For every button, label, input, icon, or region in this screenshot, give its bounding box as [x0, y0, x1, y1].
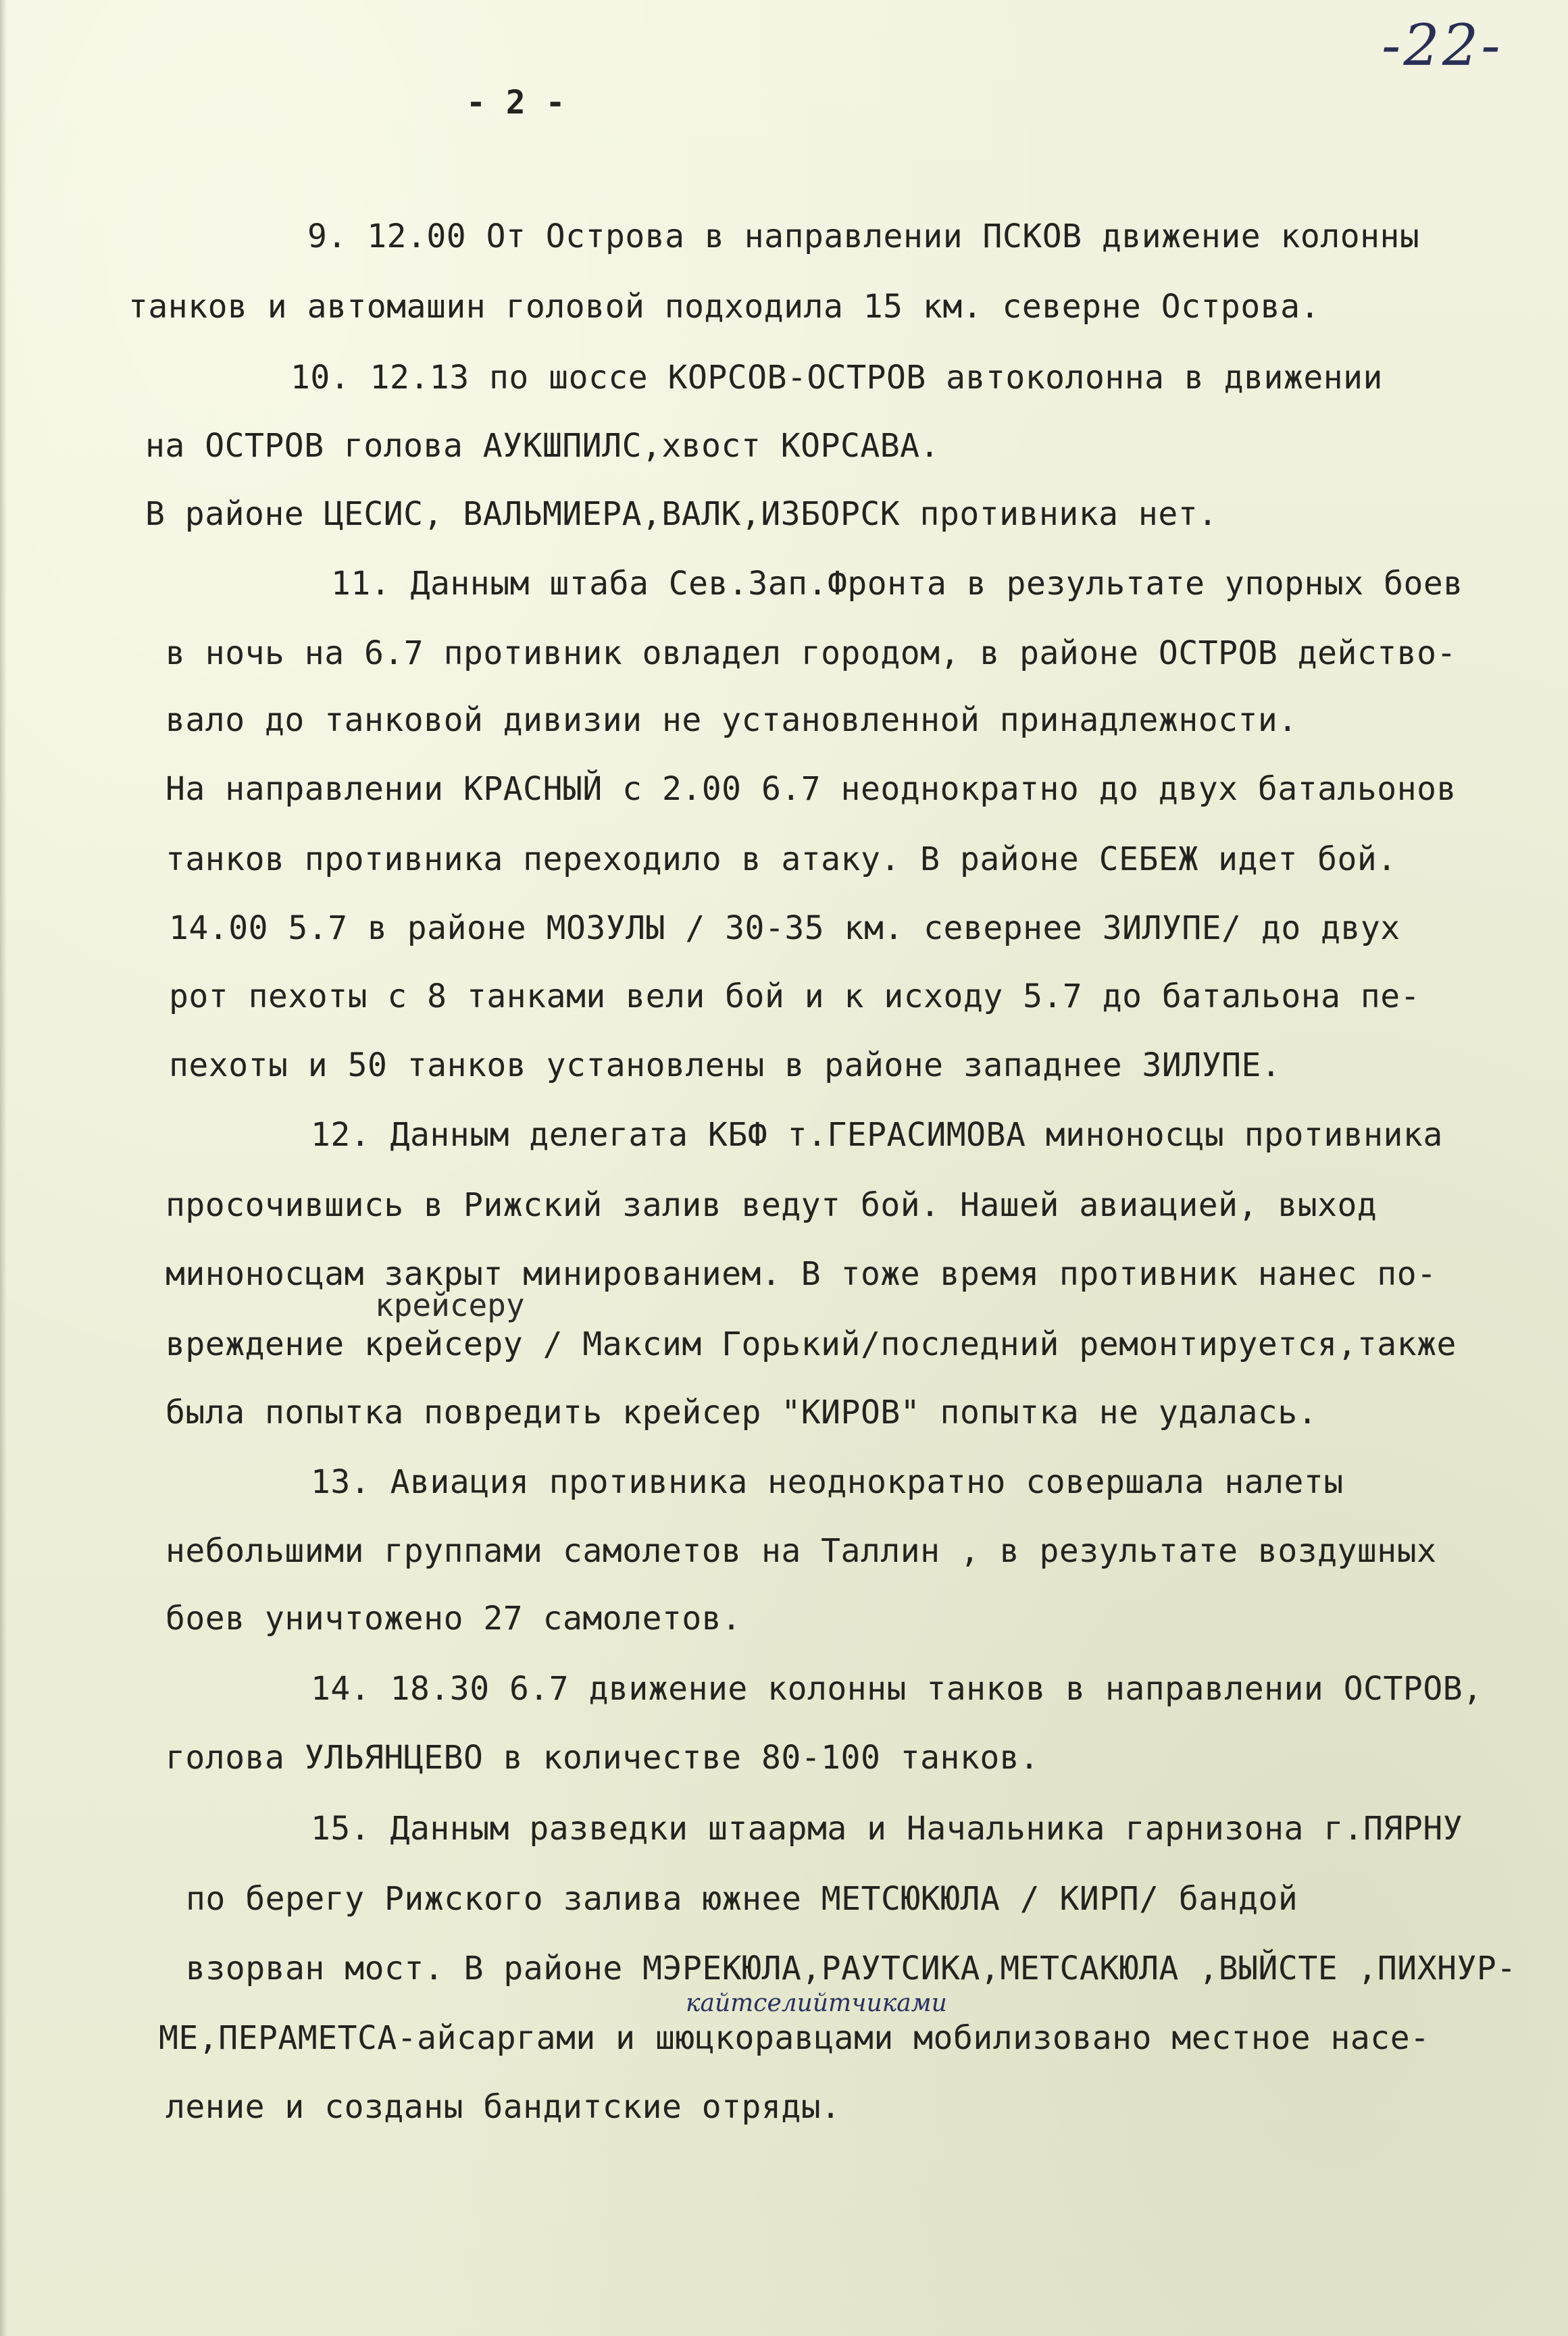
- text-line: вало до танковой дивизии не установленной принадлежности.: [166, 701, 1298, 739]
- text-line: взорван мост. В районе МЭРЕКЮЛА,РАУТСИКА,МЕТСАКЮЛА ,ВЫЙСТЕ ,ПИХНУР-: [186, 1950, 1517, 1987]
- text-line: 10. 12.13 по шоссе КОРСОВ-ОСТРОВ автоколонна в движении: [290, 359, 1383, 397]
- text-line: миноносцам закрыт минированием. В тоже время противник нанес по-: [166, 1255, 1437, 1293]
- text-line: В районе ЦЕСИС, ВАЛЬМИЕРА,ВАЛК,ИЗБОРСК противника нет.: [145, 495, 1218, 533]
- text-line: На направлении КРАСНЫЙ с 2.00 6.7 неоднократно до двух батальонов: [166, 770, 1457, 808]
- text-line: по берегу Рижского залива южнее МЕТСЮКЮЛА / КИРП/ бандой: [186, 1880, 1298, 1918]
- text-line: боев уничтожено 27 самолетов.: [166, 1600, 742, 1637]
- text-line: голова УЛЬЯНЦЕВО в количестве 80-100 танков.: [166, 1739, 1040, 1777]
- handwritten-annotation: кайтселийтчиками: [686, 1989, 947, 2017]
- text-line: просочившись в Рижский залив ведут бой. Нашей авиацией, выход: [166, 1186, 1377, 1224]
- text-line: небольшими группами самолетов на Таллин , в результате воздушных: [166, 1532, 1437, 1570]
- text-line: была попытка повредить крейсер "КИРОВ" попытка не удалась.: [166, 1394, 1318, 1431]
- text-line: 9. 12.00 От Острова в направлении ПСКОВ движение колонны: [307, 218, 1420, 255]
- text-line: пехоты и 50 танков установлены в районе западнее ЗИЛУПЕ.: [169, 1046, 1282, 1084]
- text-line: 14.00 5.7 в районе МОЗУЛЫ / 30-35 км. севернее ЗИЛУПЕ/ до двух: [169, 909, 1400, 947]
- handwritten-folio-number: -22-: [1382, 12, 1503, 78]
- handwritten-correction: крейсеру: [375, 1287, 525, 1323]
- text-line: 11. Данным штаба Сев.Зап.Фронта в результате упорных боев: [331, 565, 1463, 603]
- text-line: рот пехоты с 8 танками вели бой и к исходу 5.7 до батальона пе-: [169, 977, 1421, 1015]
- text-line: танков и автомашин головой подходила 15 км. северне Острова.: [128, 288, 1320, 326]
- text-line: 15. Данным разведки штаарма и Начальника гарнизона г.ПЯРНУ: [311, 1810, 1463, 1848]
- text-line: в ночь на 6.7 противник овладел городом, в районе ОСТРОВ действо-: [166, 634, 1457, 672]
- text-line: 12. Данным делегата КБФ т.ГЕРАСИМОВА миноносцы противника: [311, 1116, 1443, 1154]
- text-line: МЕ,ПЕРАМЕТСА-айсаргами и шюцкоравцами мобилизовано местное насе-: [159, 2019, 1430, 2057]
- page-number: - 2 -: [466, 84, 565, 122]
- text-line: 13. Авиация противника неоднократно совершала налеты: [311, 1463, 1344, 1501]
- text-line: танков противника переходило в атаку. В районе СЕБЕЖ идет бой.: [166, 840, 1397, 878]
- text-line: 14. 18.30 6.7 движение колонны танков в направлении ОСТРОВ,: [311, 1670, 1483, 1708]
- text-line: вреждение крейсеру / Максим Горький/последний ремонтируется,также: [166, 1325, 1457, 1363]
- page-edge-shadow: [0, 0, 7, 2336]
- text-line: на ОСТРОВ голова АУКШПИЛС,хвост КОРСАВА.: [145, 427, 940, 465]
- text-line: ление и созданы бандитские отряды.: [166, 2088, 841, 2126]
